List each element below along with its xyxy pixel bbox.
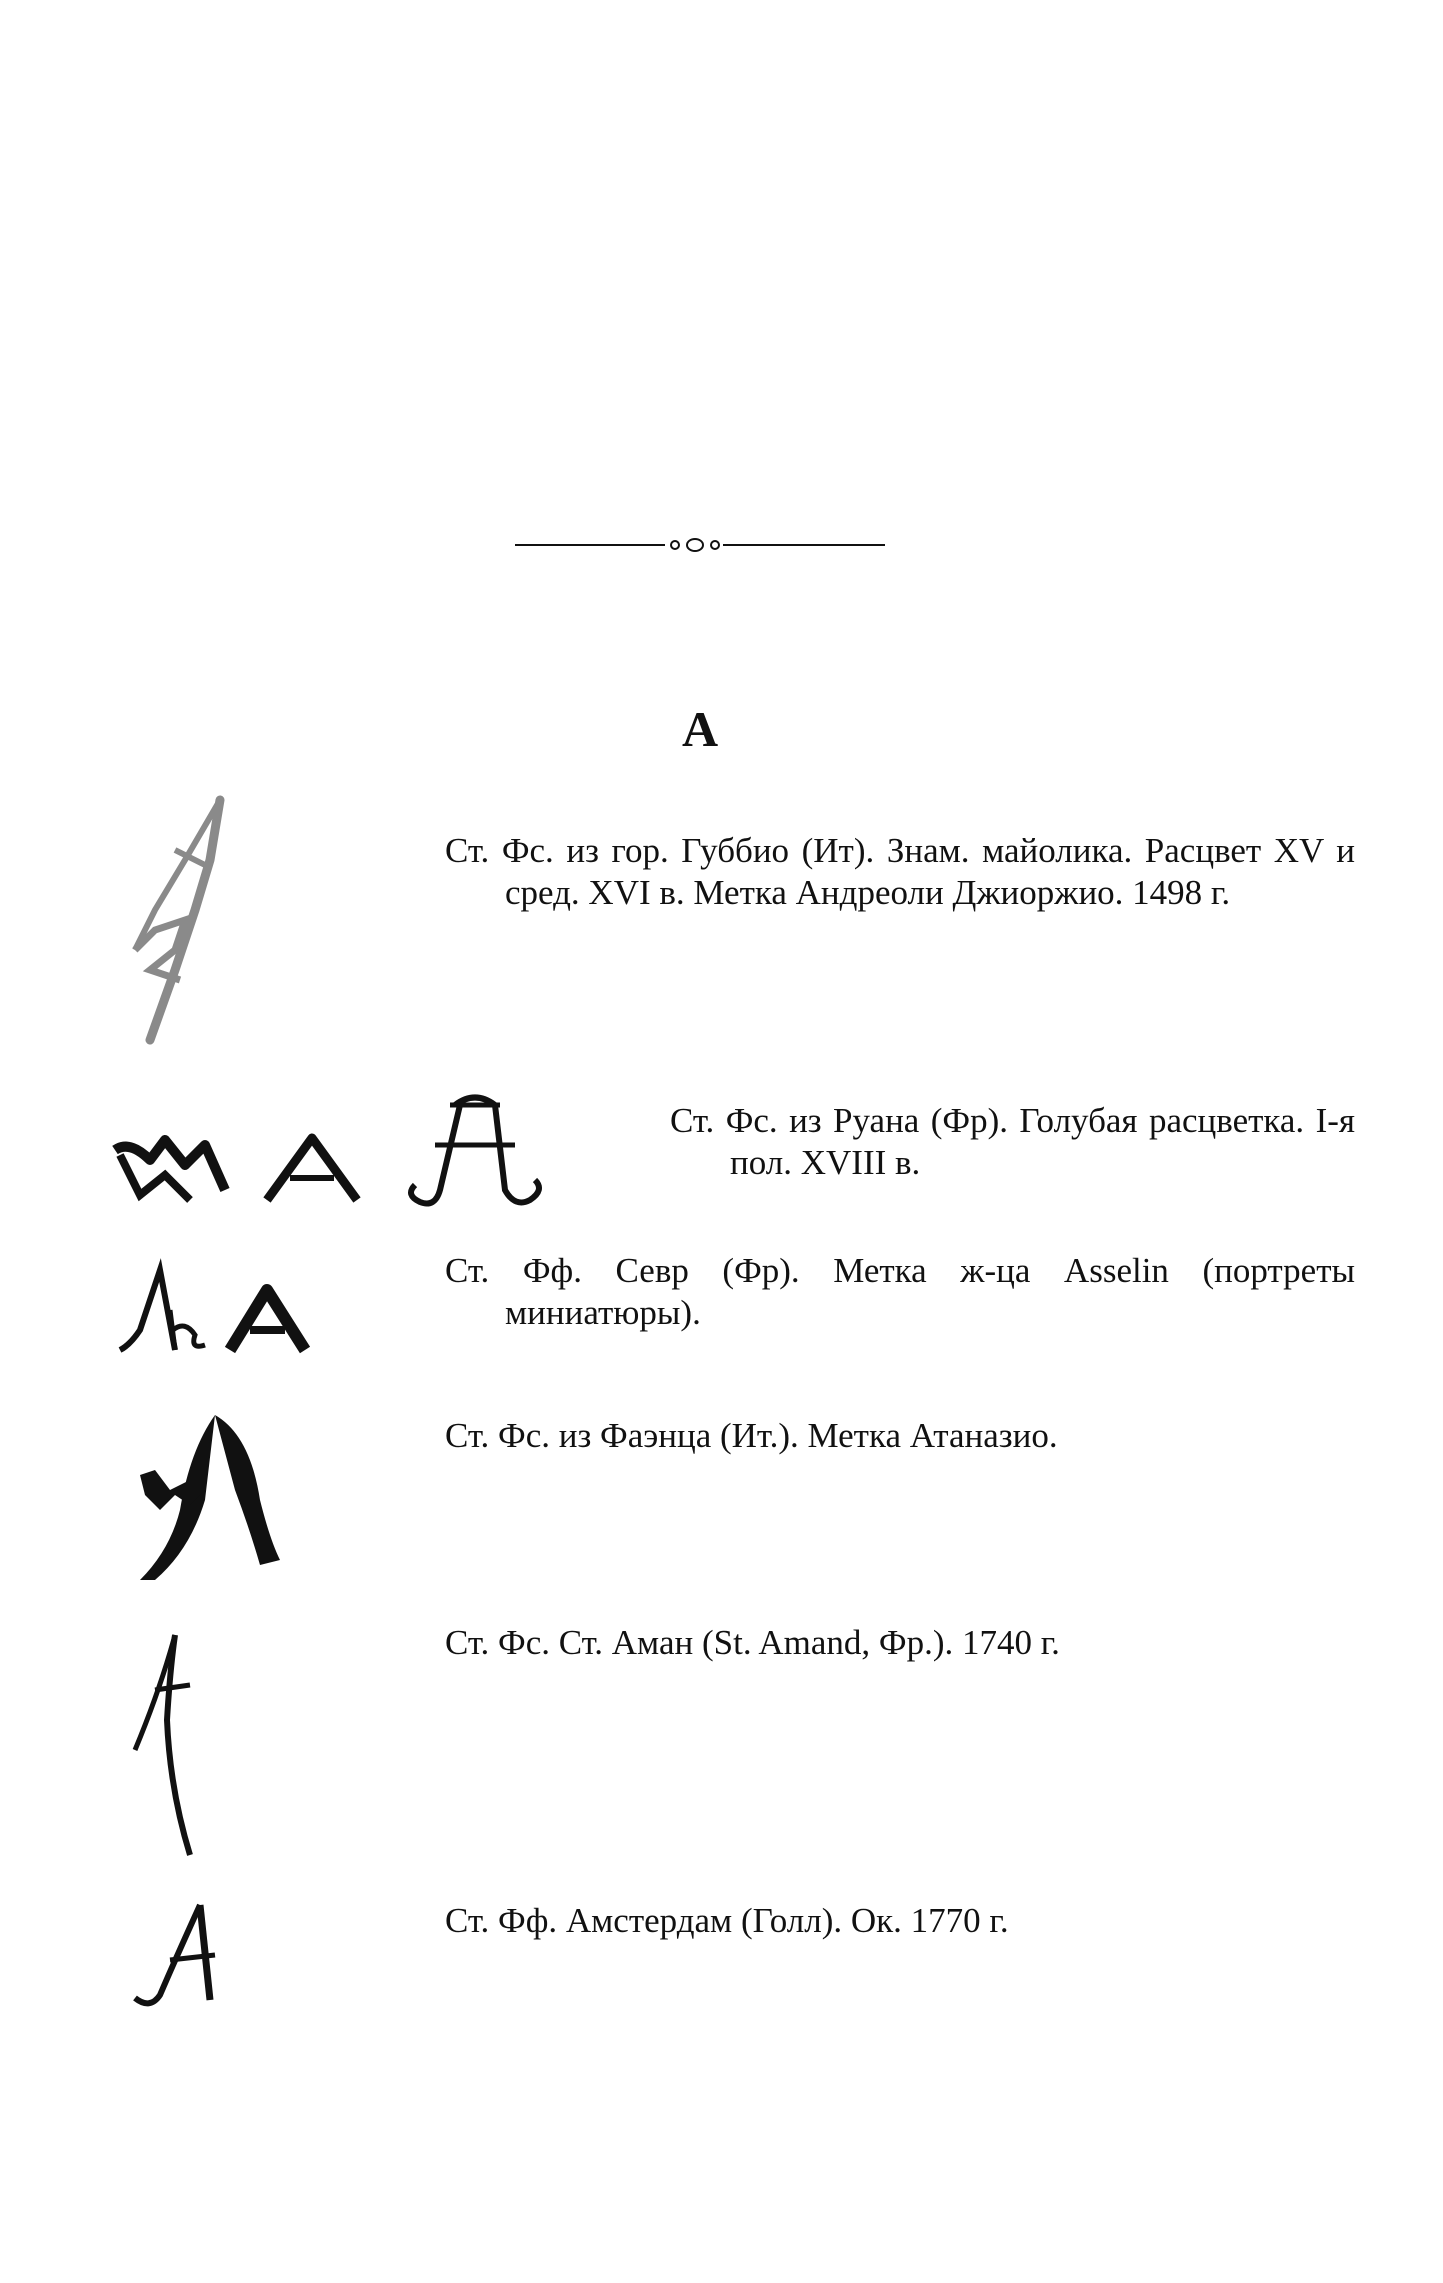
maker-mark-st-amand	[125, 1630, 205, 1860]
entry-text: Ст. Фс. Ст. Аман (St. Amand, Фр.). 1740 г.	[445, 1623, 1060, 1662]
maker-mark-gubbio	[115, 790, 235, 1050]
entry-text: Ст. Фф. Севр (Фр). Метка ж-ца Asselin (портреты миниатюры).	[445, 1251, 1355, 1332]
entry-text: Ст. Фф. Амстердам (Голл). Ок. 1770 г.	[445, 1901, 1009, 1940]
ornament-divider	[505, 525, 905, 565]
entry-text: Ст. Фс. из гор. Губбио (Ит). Знам. майолика. Расцвет XV и сред. XVI в. Метка Андреоли Джиоржио. 1498 г.	[445, 831, 1355, 912]
letter-heading: А	[681, 701, 719, 757]
maker-mark-amsterdam	[130, 1900, 240, 2010]
maker-mark-rouen-1	[110, 1130, 230, 1210]
entry-text: Ст. Фс. из Фаэнца (Ит.). Метка Атаназио.	[445, 1416, 1058, 1455]
maker-mark-sevres-2	[225, 1285, 310, 1355]
maker-mark-faenza	[130, 1410, 290, 1585]
maker-mark-sevres-1	[115, 1260, 210, 1355]
maker-mark-rouen-2	[262, 1130, 372, 1210]
entry-text: Ст. Фс. из Руана (Фр). Голубая расцветка. I-я пол. XVIII в.	[670, 1101, 1355, 1182]
maker-mark-rouen-3	[405, 1090, 550, 1215]
